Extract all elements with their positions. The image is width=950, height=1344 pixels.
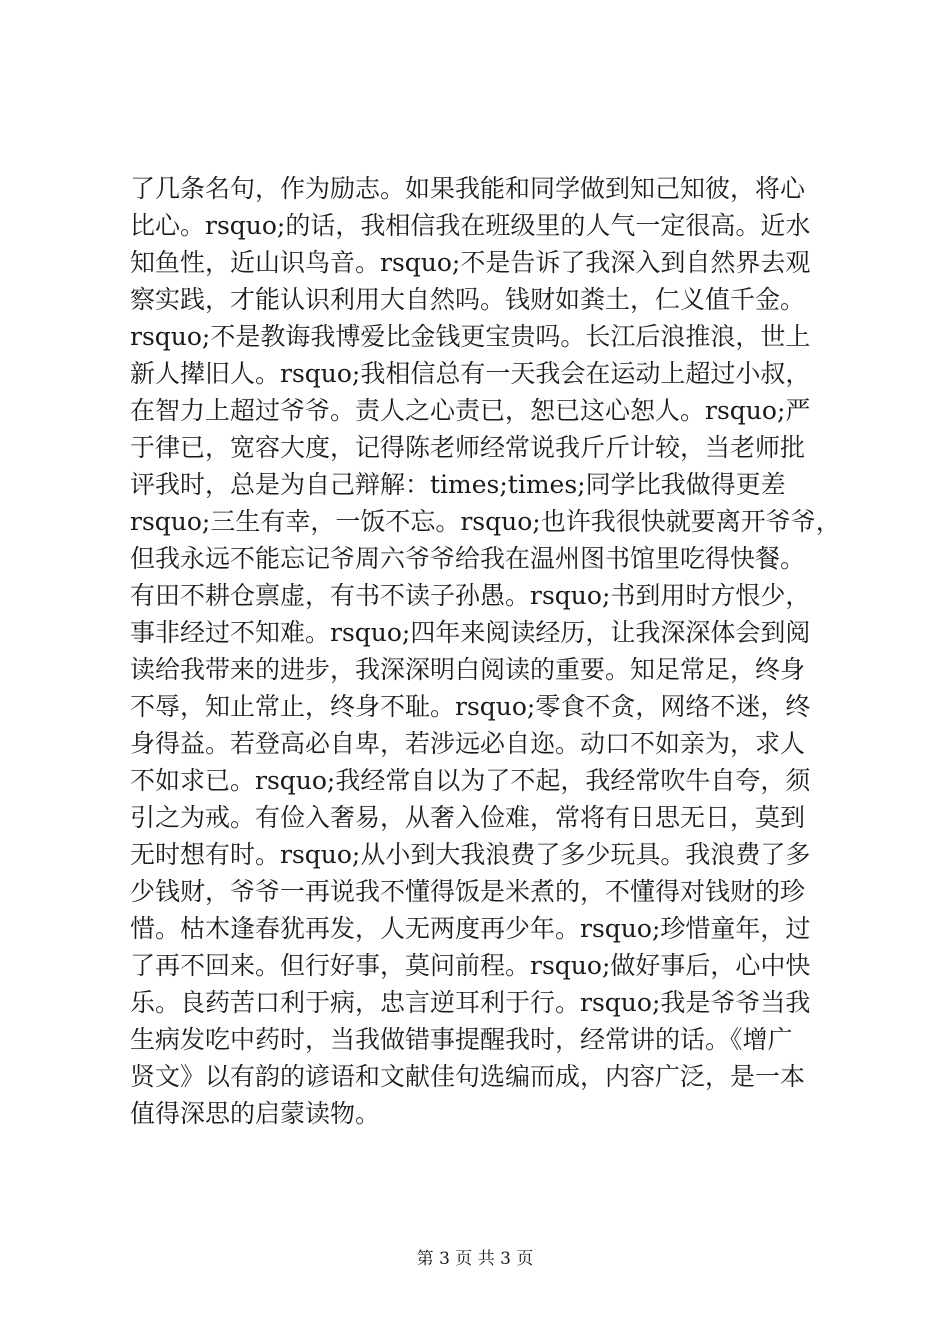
text-line: 不如求已。rsquo;我经常自以为了不起，我经常吹牛自夸，须 [130, 766, 811, 795]
text-line: 于律已，宽容大度，记得陈老师经常说我斤斤计较，当老师批 [130, 433, 806, 462]
text-line: 不辱，知止常止，终身不耻。rsquo;零食不贪，网络不迷，终 [130, 692, 811, 721]
text-line: 了再不回来。但行好事，莫问前程。rsquo;做好事后，心中快 [130, 951, 811, 980]
text-line: 惜。枯木逢春犹再发，人无两度再少年。rsquo;珍惜童年，过 [130, 914, 811, 943]
text-line: 乐。良药苦口利于病，忠言逆耳利于行。rsquo;我是爷爷当我 [130, 988, 811, 1017]
text-line: 生病发吃中药时，当我做错事提醒我时，经常讲的话。《增广 [130, 1025, 793, 1054]
text-line: rsquo;不是教诲我博爱比金钱更宝贵吗。长江后浪推浪，世上 [130, 322, 811, 351]
text-line: 事非经过不知难。rsquo;四年来阅读经历，让我深深体会到阅 [130, 618, 811, 647]
text-line: 评我时，总是为自己辩解：times;times;同学比我做得更差 [130, 470, 786, 499]
text-line: 比心。rsquo;的话，我相信我在班级里的人气一定很高。近水 [130, 211, 811, 240]
text-line: 有田不耕仓禀虚，有书不读子孙愚。rsquo;书到用时方恨少， [130, 581, 811, 610]
text-line: 引之为戒。有俭入奢易，从奢入俭难，常将有日思无日，莫到 [130, 803, 806, 832]
text-line: 了几条名句，作为励志。如果我能和同学做到知己知彼，将心 [130, 174, 806, 203]
text-line: 身得益。若登高必自卑，若涉远必自迩。动口不如亲为，求人 [130, 729, 806, 758]
text-line: 但我永远不能忘记爷周六爷爷给我在温州图书馆里吃得快餐。 [130, 544, 806, 573]
text-line: 在智力上超过爷爷。责人之心责已，恕已这心恕人。rsquo;严 [130, 396, 811, 425]
text-line: 值得深思的启蒙读物。 [130, 1099, 381, 1128]
body-text [130, 170, 841, 1132]
text-line: 无时想有时。rsquo;从小到大我浪费了多少玩具。我浪费了多 [130, 840, 811, 869]
text-line: 少钱财，爷爷一再说我不懂得饭是米煮的，不懂得对钱财的珍 [130, 877, 806, 906]
text-line: 新人撵旧人。rsquo;我相信总有一天我会在运动上超过小叔， [130, 359, 811, 388]
text-line: 知鱼性，近山识鸟音。rsquo;不是告诉了我深入到自然界去观 [130, 248, 811, 277]
text-line: 读给我带来的进步，我深深明白阅读的重要。知足常足，终身 [130, 655, 806, 684]
page-number-footer: 第 3 页 共 3 页 [416, 1249, 534, 1269]
text-line: 贤文》以有韵的谚语和文献佳句选编而成，内容广泛，是一本 [130, 1062, 806, 1091]
text-line: 察实践，才能认识利用大自然吗。钱财如粪土，仁义值千金。 [130, 285, 806, 314]
text-line: rsquo;三生有幸，一饭不忘。rsquo;也许我很快就要离开爷爷， [130, 507, 841, 536]
